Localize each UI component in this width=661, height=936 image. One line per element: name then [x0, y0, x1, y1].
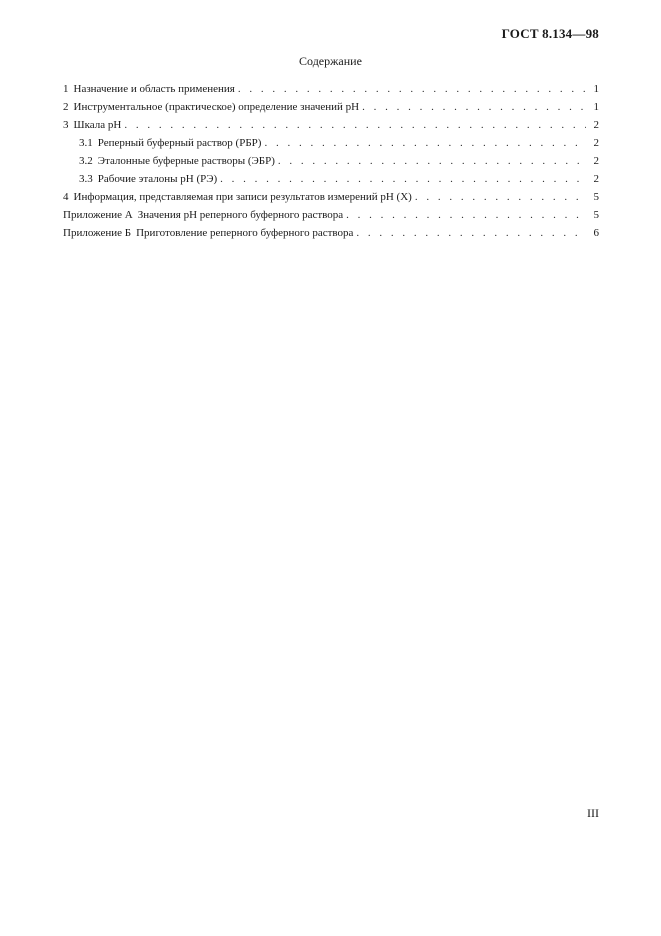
toc-entry-3-1[interactable]: [63, 137, 599, 155]
toc-entry-text: Реперный буферный раствор (РБР): [97, 137, 262, 149]
toc-entry-page: 1: [593, 101, 599, 113]
toc-dot-leader: [278, 155, 586, 167]
toc-entry-page: 5: [593, 209, 599, 221]
toc-entry-text: Назначение и область применения: [73, 83, 235, 95]
toc-entry-4[interactable]: [63, 191, 599, 209]
toc-dot-leader: [220, 173, 586, 185]
toc-entry-page: 5: [593, 191, 599, 203]
toc-title: Содержание: [299, 54, 362, 68]
toc-entry-label: [63, 119, 121, 131]
toc-entry-2[interactable]: [63, 101, 599, 119]
document-code: ГОСТ 8.134—98: [501, 26, 599, 41]
toc-dot-leader: [362, 101, 586, 113]
toc-entry-3-3[interactable]: [63, 173, 599, 191]
toc-entry-label: [79, 137, 261, 149]
toc-dot-leader: [346, 209, 586, 221]
toc-entry-page: 1: [593, 83, 599, 95]
toc-entry-text: Эталонные буферные растворы (ЭБР): [97, 155, 275, 167]
toc-entry-number: 1: [63, 83, 69, 95]
toc-entry-number: 3.3: [79, 173, 93, 185]
toc-dot-leader: [356, 227, 586, 239]
toc-entry-number: 3.2: [79, 155, 93, 167]
toc-entry-text: Инструментальное (практическое) определение значений pH: [73, 101, 360, 113]
toc-entry-label: [63, 191, 412, 203]
toc-entry-appendix-b[interactable]: [63, 227, 599, 245]
toc-entry-text: Приготовление реперного буферного раствора: [136, 227, 354, 239]
toc-entry-label: [79, 155, 275, 167]
toc-entry-text: Рабочие эталоны pH (РЭ): [97, 173, 218, 185]
toc-entry-number: 3: [63, 119, 69, 131]
toc-entry-page: 6: [593, 227, 599, 239]
page-number: III: [587, 806, 599, 820]
toc-entry-number: 3.1: [79, 137, 93, 149]
toc-entry-page: 2: [593, 155, 599, 167]
table-of-contents: [63, 83, 599, 245]
toc-entry-label: [63, 83, 235, 95]
toc-entry-page: 2: [593, 119, 599, 131]
toc-entry-number: Приложение А: [63, 209, 133, 221]
toc-dot-leader: [238, 83, 586, 95]
toc-entry-page: 2: [593, 173, 599, 185]
toc-entry-label: [79, 173, 217, 185]
toc-entry-number: 4: [63, 191, 69, 203]
toc-entry-text: Значения pH реперного буферного раствора: [137, 209, 344, 221]
toc-dot-leader: [264, 137, 586, 149]
toc-entry-1[interactable]: [63, 83, 599, 101]
toc-entry-3-2[interactable]: [63, 155, 599, 173]
toc-dot-leader: [415, 191, 586, 203]
toc-entry-text: Информация, представляемая при записи результатов измерений pH (X): [73, 191, 412, 203]
toc-entry-number: 2: [63, 101, 69, 113]
toc-entry-appendix-a[interactable]: [63, 209, 599, 227]
toc-entry-label: [63, 227, 353, 239]
toc-dot-leader: [124, 119, 586, 131]
toc-entry-number: Приложение Б: [63, 227, 132, 239]
toc-entry-page: 2: [593, 137, 599, 149]
toc-entry-text: Шкала pH: [73, 119, 122, 131]
toc-entry-label: [63, 101, 359, 113]
toc-entry-3[interactable]: [63, 119, 599, 137]
toc-entry-label: [63, 209, 343, 221]
